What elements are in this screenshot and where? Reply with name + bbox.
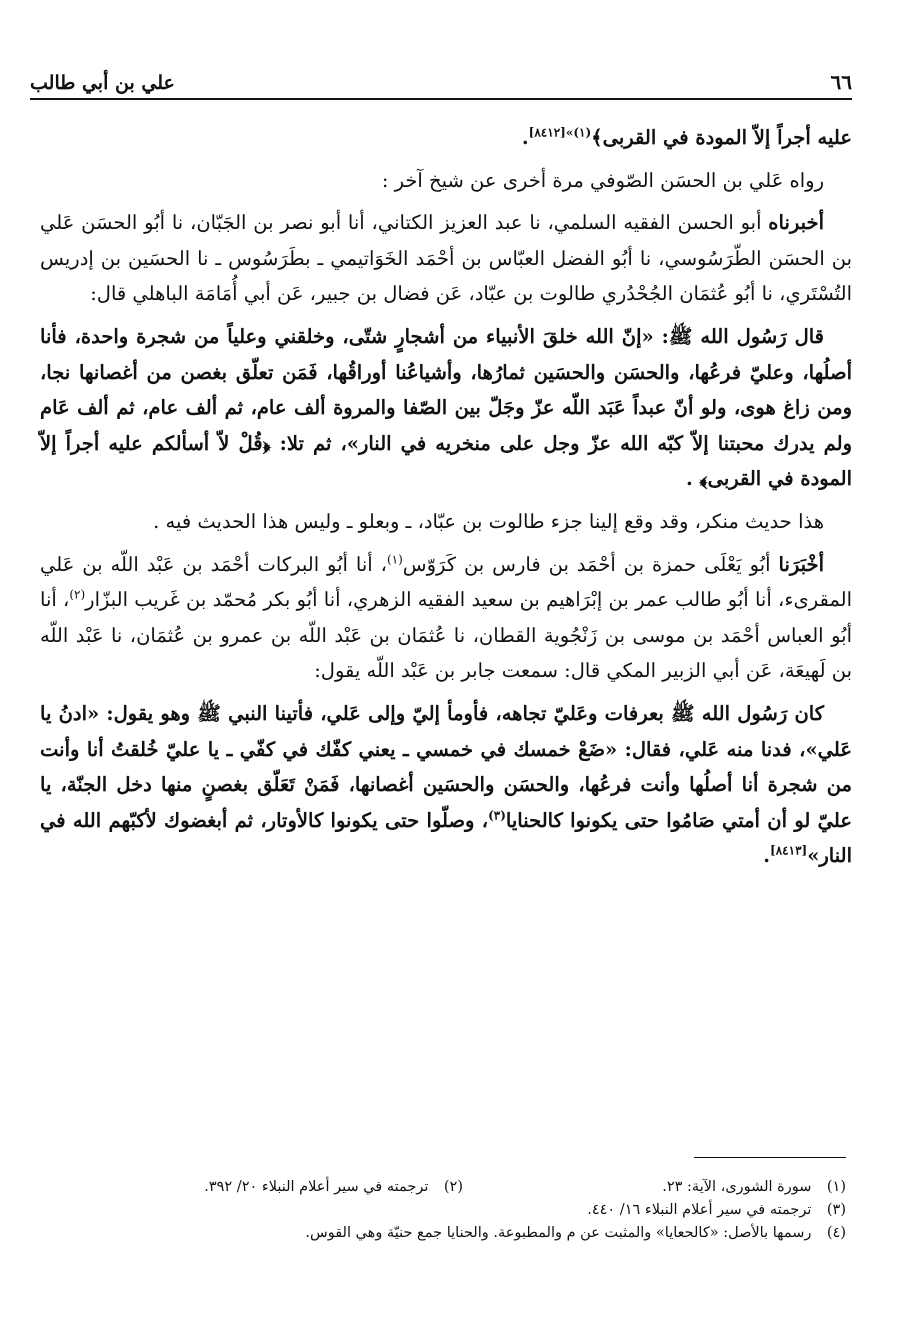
footnote-text: سورة الشورى، الآية: ٢٣. bbox=[662, 1179, 812, 1195]
footnote-separator bbox=[694, 1157, 846, 1158]
paragraph-isnad-2 bbox=[40, 547, 852, 689]
paragraph-narration-note: رواه عَلي بن الحسَن الصّوفي مرة أخرى عن شيخ آخر : bbox=[381, 168, 824, 192]
hadith-number: [٨٤١٣] bbox=[770, 843, 808, 858]
footnote-2 bbox=[80, 1176, 463, 1199]
hadith-lead: قال رَسُول الله ﷺ: bbox=[653, 324, 824, 348]
footnote-text: ترجمته في سير أعلام النبلاء ١٦/ ٤٤٠. bbox=[587, 1202, 812, 1218]
hadith-number: »[٨٤١٢] bbox=[528, 125, 574, 140]
isnad-lead-word: أخْبَرَنا bbox=[778, 552, 825, 576]
footnote-text: رسمها بالأصل: «كالحعايا» والمثبت عن م والمطبوعة. والحنايا جمع حنيّة وهي القوس. bbox=[305, 1225, 812, 1241]
period: . bbox=[521, 126, 529, 149]
page-header bbox=[30, 66, 852, 100]
footnote-text: ترجمته في سير أعلام النبلاء ٢٠/ ٣٩٢. bbox=[204, 1179, 429, 1195]
footnote-ref: (٢) bbox=[69, 587, 86, 602]
running-title: علي بن أبي طالب bbox=[30, 72, 175, 94]
paragraph-isnad-1 bbox=[40, 205, 852, 312]
paragraph-quran-end bbox=[40, 120, 852, 156]
paragraph-comment: هذا حديث منكر، وقد وقع إلينا جزء طالوت بن عبّاد، ـ وبعلو ـ وليس هذا الحديث فيه . bbox=[153, 509, 824, 533]
isnad-text: أبو الحسن الفقيه السلمي، نا عبد العزيز الكتاني، أنا أبو نصر بن الجَبّان، نا أبُو الحسَن عَلي بن الحسَن الطّرَسُوسي، نا أبُو الفضل العبّاس بن أحْمَد الخَوَاتيمي ـ بطَرَسُوس ـ نا الحسَين بن إدريس التُسْتَري، نا أبُو عُثمَان الجُحْدُري طالوت بن عبّاد، عَن فضال بن جبير، عَن أبي أُمَامَة الباهلي قال: bbox=[40, 211, 852, 306]
footnote-number: (٤) bbox=[826, 1225, 846, 1241]
isnad-text-c: ، أنا أبُو العباس أحْمَد بن موسى بن زَنْجُوية القطان، نا عُثمَان بن عَبْد اللّه بن عمرو بن عُثمَان، نا عَبْد اللّه بن لَهيعَة، عَن أبي الزبير المكي قال: سمعت جابر بن عَبْد اللّه يقول: bbox=[40, 588, 852, 683]
hadith-text-a: كان رَسُول الله ﷺ بعرفات وعَليّ تجاهه، فأومأ إليّ وإلى عَلي، فأتينا النبي ﷺ وهو يقول: «ادنُ يا عَلي»، فدنا منه عَلي، فقال: «ضَعْ خمسك في خمسي ـ يعني كفّك في كفّي ـ يا عليّ خُلقتُ أنا وأنت من شجرة أنا أصلُها وأنت فرعُها، والحسَن والحسَين أغصانها، فَمَنْ تَعَلّق بغصنٍ منها دخل الجنّة، يا عليّ لو أن أمتي صَامُوا حتى يكونوا كالحنايا bbox=[40, 701, 852, 832]
paragraph-hadith-1 bbox=[40, 319, 852, 497]
footnote-number: (٢) bbox=[443, 1179, 463, 1195]
footnote-3 bbox=[80, 1199, 846, 1222]
footnote-number: (٣) bbox=[826, 1202, 846, 1218]
page-number: ٦٦ bbox=[830, 70, 852, 94]
period: . bbox=[763, 844, 771, 868]
footnote-1 bbox=[463, 1176, 846, 1199]
quran-fragment: عليه أجراً إلاّ المودة في القربى﴾ bbox=[591, 126, 852, 149]
main-text bbox=[40, 120, 852, 874]
hadith-text-b: ، وصلّوا حتى يكونوا كالأوتار، ثم أبغضوك لأكبّهم الله في النار» bbox=[40, 808, 852, 868]
footnotes bbox=[80, 1176, 846, 1245]
isnad-lead-word: أخبرناه bbox=[768, 211, 824, 235]
footnote-ref: (١) bbox=[386, 552, 403, 567]
footnote-number: (١) bbox=[826, 1179, 846, 1195]
isnad-text-a: أبُو يَعْلَى حمزة بن أحْمَد بن فارس بن كَرَوّس bbox=[402, 552, 779, 576]
footnote-ref: (٣) bbox=[488, 808, 506, 823]
paragraph-hadith-2 bbox=[40, 696, 852, 874]
isnad-text-b: ، أنا أبُو البركات أحْمَد بن عَبْد اللّه بن عَلي المقرىء، أنا أبُو طالب عمر بن إبْرَاهيم بن سعيد الفقيه الزهري، أنا أبُو بكر مُحمّد بن غَريب البزّار bbox=[40, 552, 853, 612]
footnote-4 bbox=[80, 1222, 846, 1245]
hadith-text: «إنّ الله خلقَ الأنبياء من أشجارٍ شتّى، وخلقني وعلياً من شجرة واحدة، فأنا أصلُها، وعليّ فرعُها، والحسَن والحسَين ثمارُها، وأشياعُنا أوراقُها، فَمَن تعلّق بغصن من أغصانها نجا، ومن زاغ هوى، ولو أنّ عبداً عَبَد اللّه عزّ وجَلّ بين الصّفا والمروة ألف عام، ثم ألف عام، ثم ألف عَام ولم يدرك محبتنا إلاّ كبّه الله عزّ وجل على منخريه في النار»، ثم تلا: ﴿قُلْ لاّ أسألكم عليه أجراً إلاّ المودة في القربى﴾ . bbox=[40, 324, 852, 491]
footnote-ref: (١) bbox=[573, 125, 592, 140]
footnote-row bbox=[80, 1176, 846, 1199]
